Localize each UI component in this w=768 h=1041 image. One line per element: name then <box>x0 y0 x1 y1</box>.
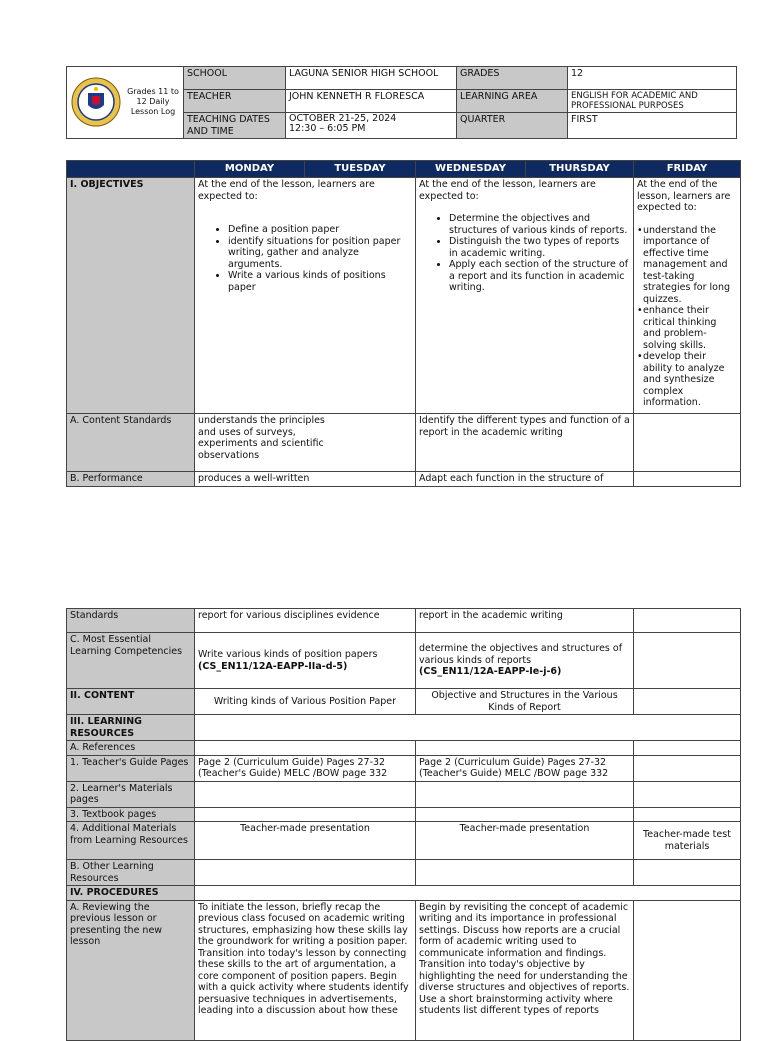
content-standards-mon: understands the principles and uses of surveys, experiments and scientific observations <box>195 414 416 472</box>
list-item: • Write a various kinds of positions paper <box>228 270 412 293</box>
logo-title: Grades 11 to 12 Daily Lesson Log <box>127 87 179 116</box>
performance-label: B. Performance <box>67 472 195 487</box>
other-resources-wed <box>416 860 634 886</box>
grades-label: GRADES <box>457 67 568 90</box>
other-resources-mon <box>195 860 416 886</box>
teaching-dates-line1: OCTOBER 21-25, 2024 <box>289 113 397 124</box>
additional-materials-wed: Teacher-made presentation <box>416 822 634 860</box>
list-item: • develop their ability to analyze and synthesize complex information. <box>637 351 737 409</box>
learners-materials-label: 2. Learner's Materials pages <box>67 781 195 807</box>
day-header-tuesday: TUESDAY <box>305 161 416 178</box>
objectives-label: I. OBJECTIVES <box>67 178 195 414</box>
reviewing-fri <box>634 900 741 1040</box>
performance-fri <box>634 472 741 487</box>
other-resources-label: B. Other Learning Resources <box>67 860 195 886</box>
grades-value: 12 <box>568 67 737 90</box>
additional-materials-mon: Teacher-made presentation <box>195 822 416 860</box>
day-header-thursday: THURSDAY <box>526 161 634 178</box>
quarter-value: FIRST <box>568 113 737 139</box>
day-header-wednesday: WEDNESDAY <box>416 161 526 178</box>
content-mon: Writing kinds of Various Position Paper <box>195 689 416 715</box>
teachers-guide-label: 1. Teacher's Guide Pages <box>67 755 195 781</box>
melc-wed-code: (CS_EN11/12A-EAPP-Ie-j-6) <box>419 666 562 678</box>
performance-fri-continued <box>634 609 741 633</box>
logo-cell <box>67 67 184 139</box>
teachers-guide-fri <box>634 755 741 781</box>
textbook-pages-fri <box>634 807 741 822</box>
list-item: • Define a position paper <box>228 224 412 236</box>
list-item: • Determine the objectives and structures of various kinds of reports. <box>449 213 630 236</box>
content-standards-wed: Identify the different types and function of a report in the academic writing <box>416 414 634 472</box>
content-standards-label: A. Content Standards <box>67 414 195 472</box>
performance-label-continued: Standards <box>67 609 195 633</box>
performance-mon-continued: report for various disciplines evidence <box>195 609 416 633</box>
textbook-pages-mon <box>195 807 416 822</box>
objectives-intro: At the end of the lesson, learners are expected to: <box>198 179 375 202</box>
melc-mon-text: Write various kinds of position papers <box>198 649 378 660</box>
objectives-wed-thu <box>416 178 634 414</box>
learners-materials-fri <box>634 781 741 807</box>
resources-span <box>195 715 741 741</box>
textbook-pages-wed <box>416 807 634 822</box>
content-wed: Objective and Structures in the Various Kinds of Report <box>416 689 634 715</box>
corner-header-cell <box>67 161 195 178</box>
learners-materials-mon <box>195 781 416 807</box>
teacher-label: TEACHER <box>184 90 286 113</box>
objectives-mon-tue <box>195 178 416 414</box>
teaching-dates-line2: 12:30 – 6:05 PM <box>289 123 366 134</box>
objectives-intro: At the end of the lesson, learners are expected to: <box>637 179 731 213</box>
performance-wed: Adapt each function in the structure of <box>416 472 634 487</box>
header-table <box>66 66 737 139</box>
deped-seal-icon <box>71 77 121 127</box>
references-label: A. References <box>67 741 195 756</box>
school-label: SCHOOL <box>184 67 286 90</box>
additional-materials-label: 4. Additional Materials from Learning Resources <box>67 822 195 860</box>
melc-wed <box>416 633 634 689</box>
melc-wed-text: determine the objectives and structures of various kinds of reports <box>419 643 623 666</box>
list-item: • identify situations for position paper writing, gather and analyze arguments. <box>228 236 412 271</box>
list-item: • Distinguish the two types of reports in academic writing. <box>449 236 630 259</box>
list-item: • Apply each section of the structure of a report and its function in academic writing. <box>449 259 630 294</box>
melc-mon <box>195 633 416 689</box>
reviewing-wed: Begin by revisiting the concept of academic writing and its importance in professional settings. Discuss how reports are a crucial form of academic writing used to communicate information and findings. Transition into today's objective by highlighting the need for understanding the diverse structures and objectives of reports. Use a short brainstorming activity where students list different types of reports <box>416 900 634 1040</box>
references-fri <box>634 741 741 756</box>
references-wed <box>416 741 634 756</box>
reviewing-label: A. Reviewing the previous lesson or presenting the new lesson <box>67 900 195 1040</box>
textbook-pages-label: 3. Textbook pages <box>67 807 195 822</box>
teaching-dates-label: TEACHING DATES AND TIME <box>184 113 286 139</box>
performance-mon: produces a well-written <box>195 472 416 487</box>
learners-materials-wed <box>416 781 634 807</box>
objectives-intro: At the end of the lesson, learners are expected to: <box>419 179 596 202</box>
reviewing-mon: To initiate the lesson, briefly recap the previous class focused on academic writing structures, emphasizing how these skills lay the groundwork for writing a position paper. Transition into today's lesson by connecting these skills to the art of argumentation, a core component of position papers. Begin with a quick activity where students identify persuasive techniques in advertisements, leading into a discussion about how these <box>195 900 416 1040</box>
list-item: • understand the importance of effective time management and test-taking strategies for long quizzes. <box>637 225 737 306</box>
teaching-dates-value <box>286 113 457 139</box>
school-value: LAGUNA SENIOR HIGH SCHOOL <box>286 67 457 90</box>
teachers-guide-wed: Page 2 (Curriculum Guide) Pages 27-32 (Teacher's Guide) MELC /BOW page 332 <box>416 755 634 781</box>
references-mon <box>195 741 416 756</box>
day-header-monday: MONDAY <box>195 161 305 178</box>
melc-mon-code: (CS_EN11/12A-EAPP-IIa-d-5) <box>198 660 348 672</box>
content-fri <box>634 689 741 715</box>
teachers-guide-mon: Page 2 (Curriculum Guide) Pages 27-32 (Teacher's Guide) MELC /BOW page 332 <box>195 755 416 781</box>
quarter-label: QUARTER <box>457 113 568 139</box>
learning-area-label: LEARNING AREA <box>457 90 568 113</box>
objectives-list <box>419 213 630 294</box>
day-header-friday: FRIDAY <box>634 161 741 178</box>
content-label: II. CONTENT <box>67 689 195 715</box>
learning-area-value: ENGLISH FOR ACADEMIC AND PROFESSIONAL PURPOSES <box>568 90 737 113</box>
procedures-span <box>195 886 741 901</box>
resources-label: III. LEARNING RESOURCES <box>67 715 195 741</box>
melc-label: C. Most Essential Learning Competencies <box>67 633 195 689</box>
teacher-value: JOHN KENNETH R FLORESCA <box>286 90 457 113</box>
lesson-log-table-continued <box>66 608 741 1041</box>
objectives-fri <box>634 178 741 414</box>
additional-materials-fri: Teacher-made test materials <box>634 822 741 860</box>
list-item: • enhance their critical thinking and problem-solving skills. <box>637 305 737 351</box>
content-standards-fri <box>634 414 741 472</box>
melc-fri <box>634 633 741 689</box>
objectives-list <box>198 224 412 293</box>
lesson-log-table <box>66 160 741 487</box>
other-resources-fri <box>634 860 741 886</box>
objectives-list <box>637 225 737 409</box>
procedures-label: IV. PROCEDURES <box>67 886 195 901</box>
performance-wed-continued: report in the academic writing <box>416 609 634 633</box>
